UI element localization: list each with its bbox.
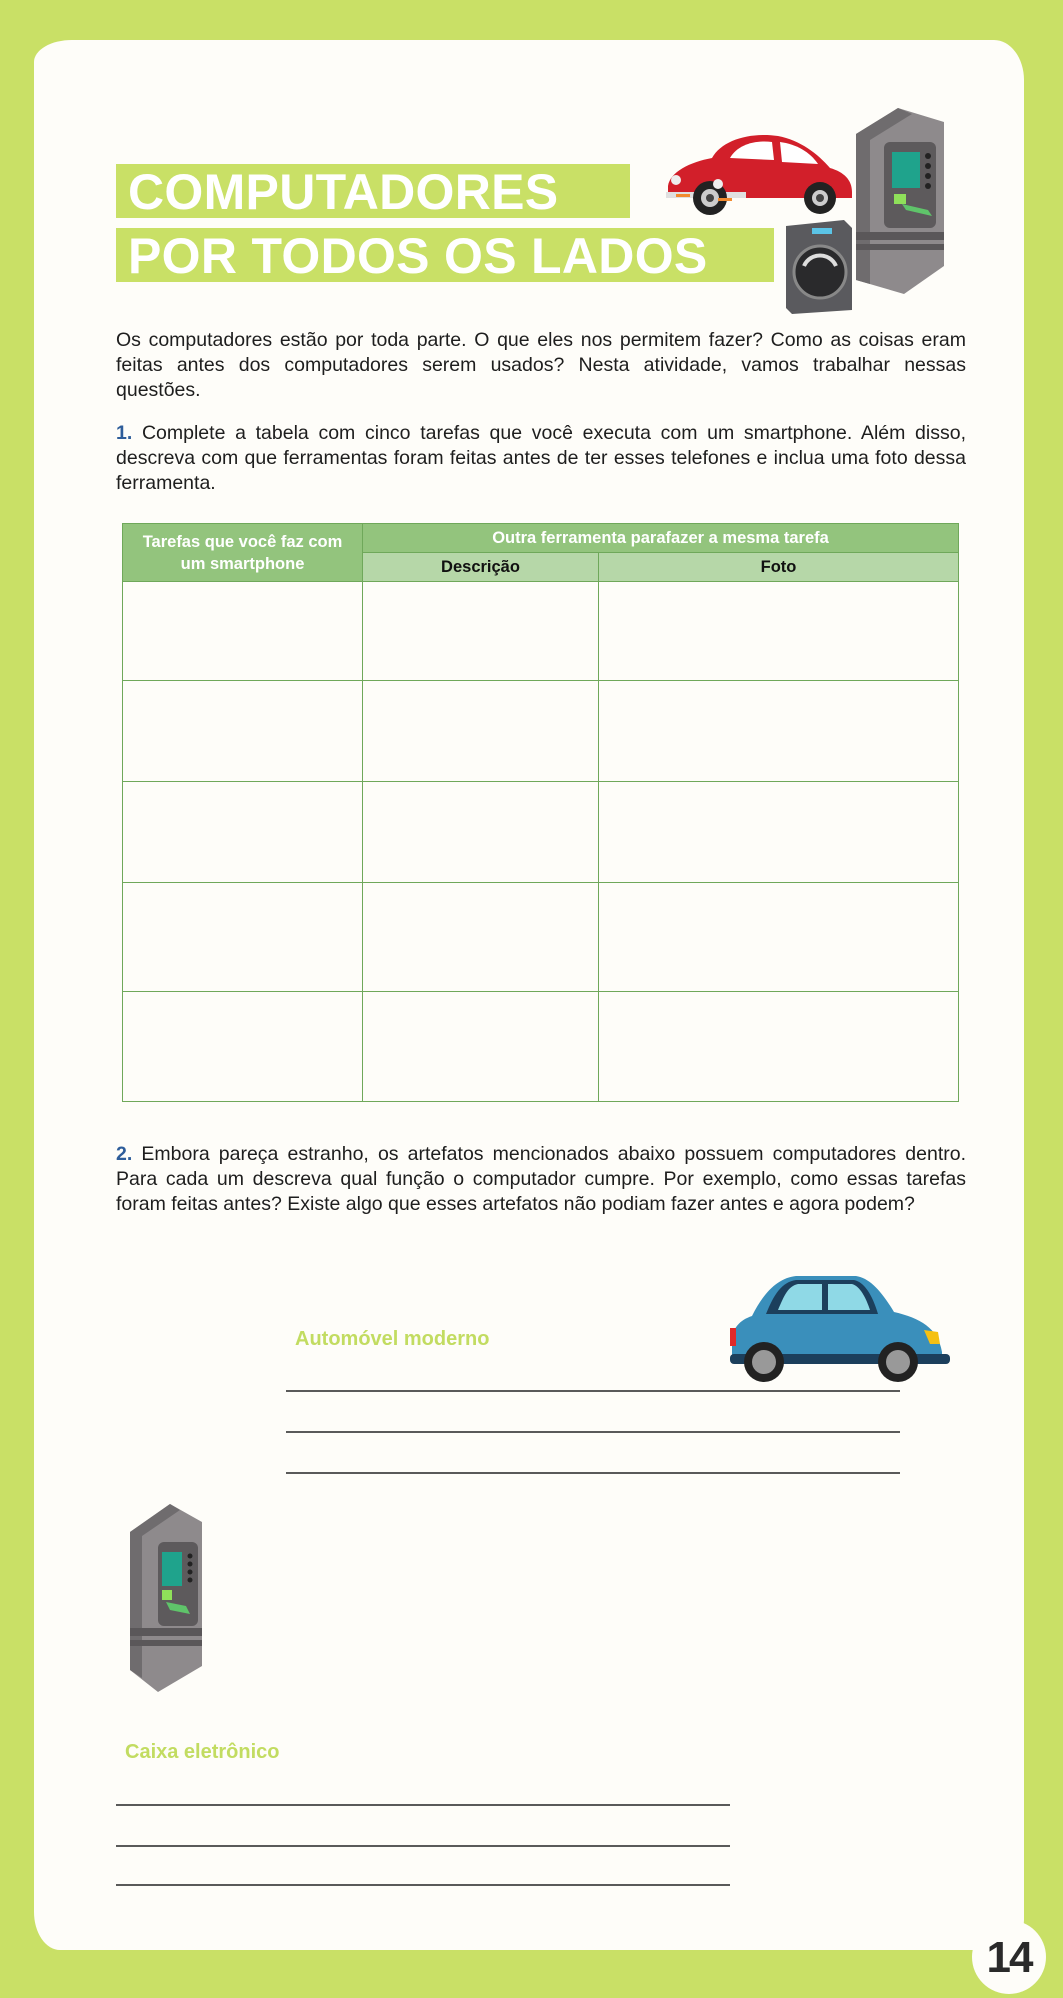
description-cell[interactable]	[363, 883, 599, 992]
answer-line[interactable]	[286, 1390, 900, 1392]
question-1-text: Complete a tabela com cinco tarefas que você executa com um smartphone. Além disso, descreva com que ferramentas foram feitas antes de ter esses telefones e inclua uma foto dessa ferramenta.	[116, 422, 966, 494]
red-beetle-car-icon	[660, 128, 860, 224]
intro-paragraph: Os computadores estão por toda parte. O que eles nos permitem fazer? Como as coisas eram feitas antes dos computadores serem usados? Nesta atividade, vamos trabalhar nessas questões.	[116, 329, 966, 401]
column-group-header-other-tool: Outra ferramenta parafazer a mesma tarefa	[363, 524, 959, 553]
artifact-label-modern-car: Automóvel moderno	[295, 1328, 490, 1350]
photo-cell[interactable]	[599, 883, 959, 992]
task-cell[interactable]	[123, 782, 363, 883]
answer-line[interactable]	[286, 1431, 900, 1433]
photo-cell[interactable]	[599, 582, 959, 681]
answer-line[interactable]	[116, 1884, 730, 1886]
blue-car-icon	[726, 1272, 952, 1384]
artifact-label-atm: Caixa eletrônico	[125, 1741, 280, 1763]
column-header-photo: Foto	[599, 553, 959, 582]
answer-line[interactable]	[116, 1804, 730, 1806]
title-line-2: POR TODOS OS LADOS	[116, 228, 774, 282]
column-header-tasks: Tarefas que você faz com um smartphone	[123, 524, 363, 582]
photo-cell[interactable]	[599, 992, 959, 1102]
task-cell[interactable]	[123, 681, 363, 782]
description-cell[interactable]	[363, 992, 599, 1102]
question-2-text: Embora pareça estranho, os artefatos mencionados abaixo possuem computadores dentro. Para cada um descreva qual função o computador cumpre. Por exemplo, como essas tarefas foram feitas antes? Existe algo que esses artefatos não podiam fazer antes e agora podem?	[116, 1143, 966, 1215]
task-cell[interactable]	[123, 883, 363, 992]
question-2-number: 2.	[116, 1143, 133, 1165]
table-row	[123, 782, 959, 883]
task-table	[122, 523, 959, 1102]
photo-cell[interactable]	[599, 782, 959, 883]
table-row	[123, 992, 959, 1102]
answer-line[interactable]	[286, 1472, 900, 1474]
table-row	[123, 681, 959, 782]
atm-icon	[128, 1502, 204, 1692]
answer-line[interactable]	[116, 1845, 730, 1847]
task-cell[interactable]	[123, 992, 363, 1102]
atm-icon	[852, 106, 948, 296]
title-line-1: COMPUTADORES	[116, 164, 630, 218]
question-1-number: 1.	[116, 422, 133, 444]
table-row	[123, 883, 959, 992]
question-2	[116, 1142, 966, 1217]
column-header-description: Descrição	[363, 553, 599, 582]
description-cell[interactable]	[363, 681, 599, 782]
description-cell[interactable]	[363, 782, 599, 883]
washing-machine-icon	[782, 216, 856, 316]
photo-cell[interactable]	[599, 681, 959, 782]
task-cell[interactable]	[123, 582, 363, 681]
question-1	[116, 421, 966, 496]
table-row	[123, 582, 959, 681]
page-number: 14	[972, 1920, 1046, 1994]
description-cell[interactable]	[363, 582, 599, 681]
